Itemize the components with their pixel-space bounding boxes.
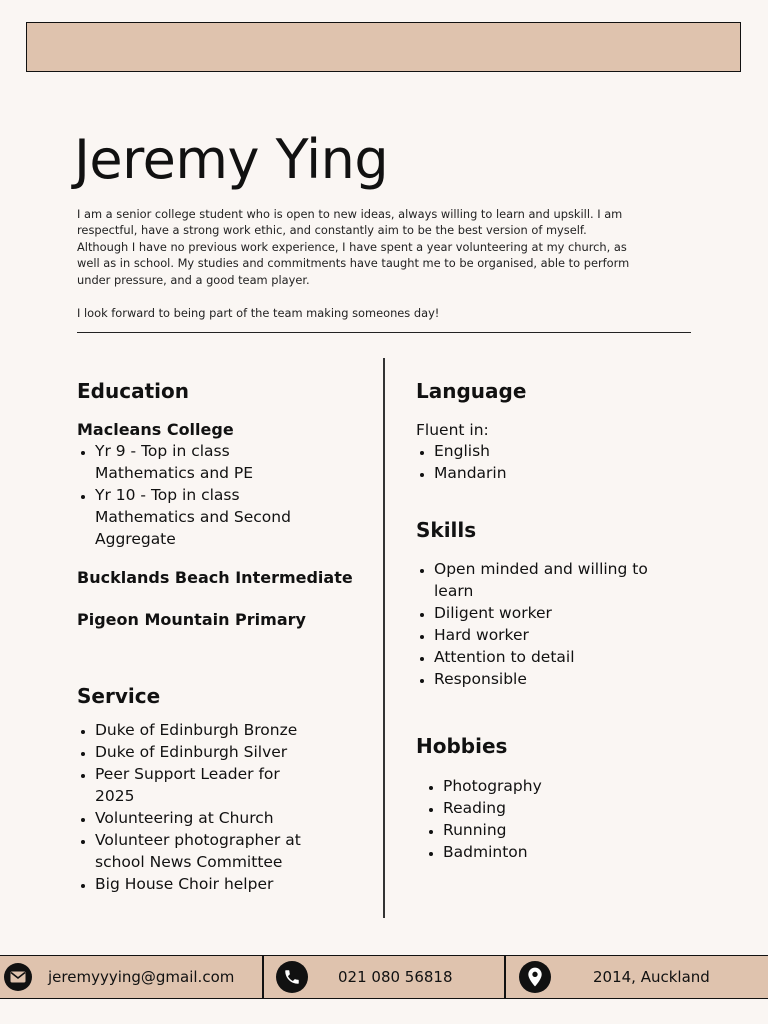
service-section [77, 683, 367, 895]
list-item: • Volunteer photographer at school News Committee [95, 829, 325, 873]
contact-location [504, 956, 768, 998]
list-item: • Responsible [434, 668, 716, 690]
divider [77, 332, 691, 333]
envelope-icon [4, 963, 32, 991]
header-band [26, 22, 741, 72]
education-section [77, 378, 367, 630]
list-item: • Duke of Edinburgh Silver [95, 741, 325, 763]
contact-phone [262, 956, 504, 998]
list-item: • Yr 9 - Top in class Mathematics and PE [95, 440, 310, 484]
hobbies-list [416, 775, 716, 863]
list-item: • Reading [443, 797, 716, 819]
list-item: • Big House Choir helper [95, 873, 325, 895]
phone-number[interactable]: 021 080 56818 [338, 968, 453, 986]
column-divider [383, 358, 385, 918]
contact-bar [0, 955, 768, 999]
email-link[interactable]: jeremyyying@gmail.com [48, 968, 235, 986]
language-intro: Fluent in: [416, 421, 489, 439]
phone-icon [276, 961, 308, 993]
hobbies-heading: Hobbies [416, 734, 508, 758]
intro-paragraph: I am a senior college student who is open to new ideas, always willing to learn and upskill. I am respectful, have a strong work ethic, and constantly aim to be the best version of myself. Although I have no previous work experience, I have spent a year volunteering at my church, as well as in school. My studies and commitments have taught me to be organised, able to perform under pressure, and a good team player. [77, 207, 630, 287]
list-item: • Volunteering at Church [95, 807, 325, 829]
intro-closing: I look forward to being part of the team making someones day! [77, 306, 440, 321]
skills-list [416, 558, 716, 690]
service-heading: Service [77, 684, 161, 708]
list-item: • Peer Support Leader for 2025 [95, 763, 305, 807]
school-name: Pigeon Mountain Primary [77, 610, 306, 629]
language-heading: Language [416, 379, 527, 403]
location-text: 2014, Auckland [593, 968, 710, 986]
list-item: • Hard worker [434, 624, 716, 646]
list-item: • Attention to detail [434, 646, 716, 668]
school-name: Bucklands Beach Intermediate [77, 568, 353, 587]
education-heading: Education [77, 379, 189, 403]
divider [262, 956, 264, 998]
school-achievements [77, 440, 367, 550]
list-item: • Duke of Edinburgh Bronze [95, 719, 325, 741]
list-item: • Badminton [443, 841, 716, 863]
school-name: Macleans College [77, 420, 234, 439]
skills-section [416, 517, 716, 690]
hobbies-section [416, 733, 716, 863]
language-list [416, 440, 716, 484]
list-item: • Open minded and willing to learn [434, 558, 684, 602]
contact-email [4, 956, 262, 998]
location-pin-icon [519, 961, 551, 993]
skills-heading: Skills [416, 518, 477, 542]
list-item: • Photography [443, 775, 716, 797]
list-item: • Yr 10 - Top in class Mathematics and Second Aggregate [95, 484, 310, 550]
list-item: • Diligent worker [434, 602, 716, 624]
divider [504, 956, 506, 998]
list-item: • Mandarin [434, 462, 716, 484]
language-section [416, 378, 716, 484]
page-title: Jeremy Ying [74, 128, 389, 191]
intro-text [77, 206, 632, 338]
list-item: • English [434, 440, 716, 462]
list-item: • Running [443, 819, 716, 841]
service-list [77, 719, 367, 895]
